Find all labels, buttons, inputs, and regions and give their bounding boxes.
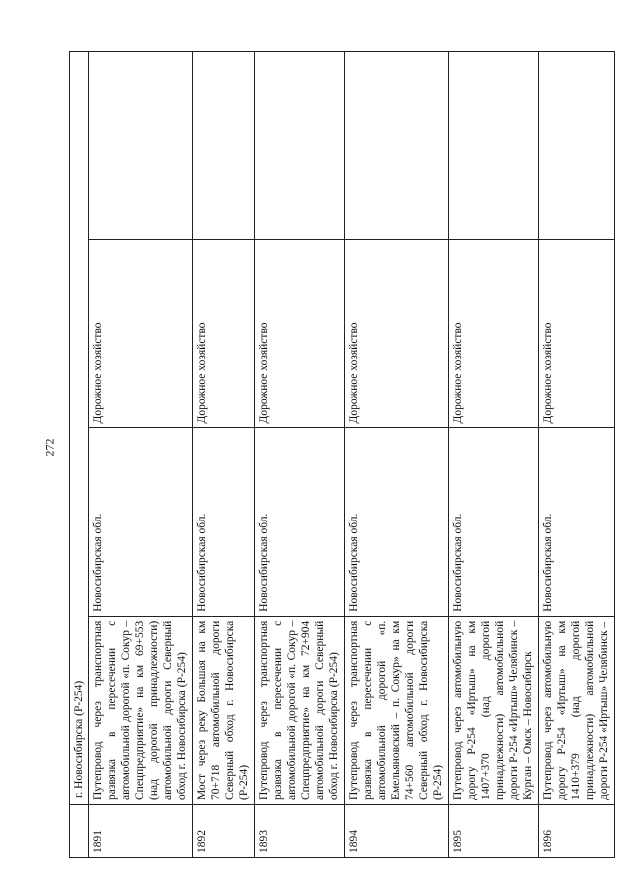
objects-table (69, 51, 615, 858)
object-name: Путепровод через автомобильную дорогу Р-254 «Иртыш» на км 1407+370 (над дорогой принадлежности) автомобильной дороги Р-254 «Иртыш» Челябинск – Курган – Омск – Новосибирск (449, 616, 539, 804)
object-owner: Дорожное хозяйство (449, 240, 539, 428)
table-row (539, 52, 615, 858)
row-number: 1891 (89, 805, 193, 858)
object-owner: Дорожное хозяйство (193, 240, 255, 428)
object-owner: Дорожное хозяйство (89, 240, 193, 428)
object-extra (539, 52, 615, 240)
row-number: 1892 (193, 805, 255, 858)
object-region: Новосибирская обл. (193, 428, 255, 616)
page-number: 272 (42, 438, 57, 457)
header-num-cell (70, 805, 89, 858)
table-row (254, 52, 344, 858)
table-header-row (70, 52, 89, 858)
object-extra (344, 52, 448, 240)
object-extra (449, 52, 539, 240)
object-name: Мост через реку Большая на км 70+718 автомобильной дороги Северный обход г. Новосибирска (Р-254) (193, 616, 255, 804)
row-number: 1895 (449, 805, 539, 858)
object-owner: Дорожное хозяйство (344, 240, 448, 428)
object-region: Новосибирская обл. (89, 428, 193, 616)
object-name: Путепровод через транспортная развязка в пересечении с автомобильной дорогой «п. Емельяновский – п. Сокур» на км 74+560 автомобильной дороги Северный обход г. Новосибирска (Р-254) (344, 616, 448, 804)
object-region: Новосибирская обл. (539, 428, 615, 616)
section-header: г. Новосибирска (Р-254) (70, 52, 89, 805)
table-row (89, 52, 193, 858)
object-extra (193, 52, 255, 240)
object-owner: Дорожное хозяйство (254, 240, 344, 428)
object-name: Путепровод через автомобильную дорогу Р-254 «Иртыш» на км 1410+379 (над дорогой принадлежности) автомобильной дороги Р-254 «Иртыш» Челябинск – (539, 616, 615, 804)
table-row (449, 52, 539, 858)
object-extra (254, 52, 344, 240)
object-extra (89, 52, 193, 240)
object-name: Путепровод через транспортная развязка в пересечении с автомобильной дорогой «п. Сокур – Спецпредприятие» на км 72+904 автомобильной дороги Северный обход г. Новосибирска (Р-254) (254, 616, 344, 804)
object-region: Новосибирская обл. (449, 428, 539, 616)
rotated-table-container (69, 51, 615, 858)
object-region: Новосибирская обл. (344, 428, 448, 616)
row-number: 1894 (344, 805, 448, 858)
table-row (344, 52, 448, 858)
object-region: Новосибирская обл. (254, 428, 344, 616)
row-number: 1893 (254, 805, 344, 858)
object-owner: Дорожное хозяйство (539, 240, 615, 428)
object-name: Путепровод через транспортная развязка в пересечении с автомобильной дорогой «п. Сокур – Спецпредприятие» на км 69+553 (над дорогой принадлежности) автомобильной дороги Северный обход г. Новосибирска (Р-254) (89, 616, 193, 804)
row-number: 1896 (539, 805, 615, 858)
table-row (193, 52, 255, 858)
